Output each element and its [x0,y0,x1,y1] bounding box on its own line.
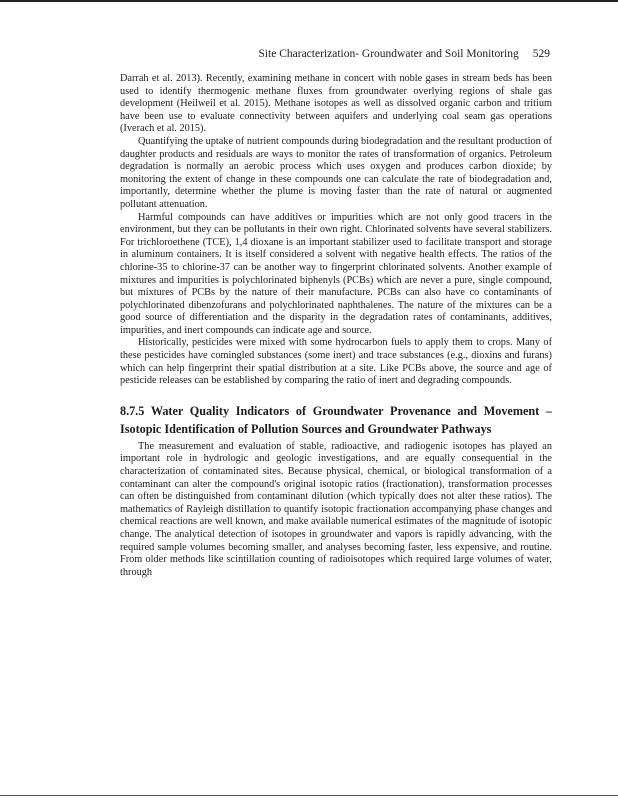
body-text [120,73,552,579]
bottom-rule [0,795,618,796]
paragraph-2: Quantifying the uptake of nutrient compounds during biodegradation and the resultant production of daughter products and residuals are ways to monitor the rates of transformation of organics. Petroleum degradation is normally an aerobic process which uses oxygen and produces carbon dioxide; by monitoring the extent of change in these compounds one can calculate the rate of biodegradation and, importantly, determine whether the plume is moving faster than the rate of natural or augmented pollutant attenuation. [120,135,552,210]
paragraph-1: Darrah et al. 2013). Recently, examining methane in concert with noble gases in stream beds has been used to identify thermogenic methane fluxes from groundwater overlying regions of shale gas development (Heilweil et al. 2015). Methane isotopes as well as dissolved organic carbon and tritium have been use to evaluate connectivity between aquifers and underlying coal seam gas operations (Iverach et al. 2015). [120,73,552,135]
section-heading: 8.7.5 Water Quality Indicators of Groundwater Provenance and Movement – Isotopic Identification of Pollution Sources and Groundwater Pathways [120,403,552,437]
paragraph-3: Harmful compounds can have additives or impurities which are not only good tracers in the environment, but they can be pollutants in their own right. Chlorinated solvents have several stabilizers. For trichloroethene (TCE), 1,4 dioxane is an important stabilizer used to facilitate transport and storage in aluminum containers. It is itself considered a solvent with negative health effects. The ratios of the chlorine-35 to chlorine-37 can be another way to fingerprint chlorinated solvents. Another example of mixtures and impurities is polychlorinated biphenyls (PCBs) which are never a pure, single compound, but mixtures of PCBs by the nature of their manufacture. PCBs can also have co contaminants of polychlorinated dibenzofurans and polychlorinated naphthalenes. The nature of the mixtures can be a good source of differentiation and the disparity in the degradation rates of contaminants, additives, impurities, and inert compounds can indicate age and source. [120,211,552,336]
page-number: 529 [532,48,550,60]
running-title: Site Characterization- Groundwater and Soil Monitoring [258,48,519,60]
running-header [120,48,550,64]
top-rule [0,0,618,2]
paragraph-5: The measurement and evaluation of stable, radioactive, and radiogenic isotopes has played an important role in hydrologic and geologic investigations, and are equally consequential in the characterization of contaminated sites. Because physical, chemical, or biological transformation of a contaminant can alter the compound's original isotopic ratios (fractionation), transformation processes can often be distinguished from contaminant dilution (which typically does not alter these ratios). The mathematics of Rayleigh distillation to quantify isotopic fractionation accompanying phase changes and chemical reactions are well known, and make available numerical estimates of the magnitude of isotopic change. The analytical detection of isotopes in groundwater and vapors is rapidly advancing, with the required sample volumes becoming smaller, and analyses becoming faster, less expensive, and routine. From older methods like scintillation counting of radioisotopes which required large volumes of water, through [120,440,552,578]
paragraph-4: Historically, pesticides were mixed with some hydrocarbon fuels to apply them to crops. Many of these pesticides have comingled substances (some inert) and trace substances (e.g., dioxins and furans) which can help fingerprint their spatial distribution at a site. Like PCBs above, the source and age of pesticide releases can be established by comparing the ratio of inert and degrading compounds. [120,337,552,387]
